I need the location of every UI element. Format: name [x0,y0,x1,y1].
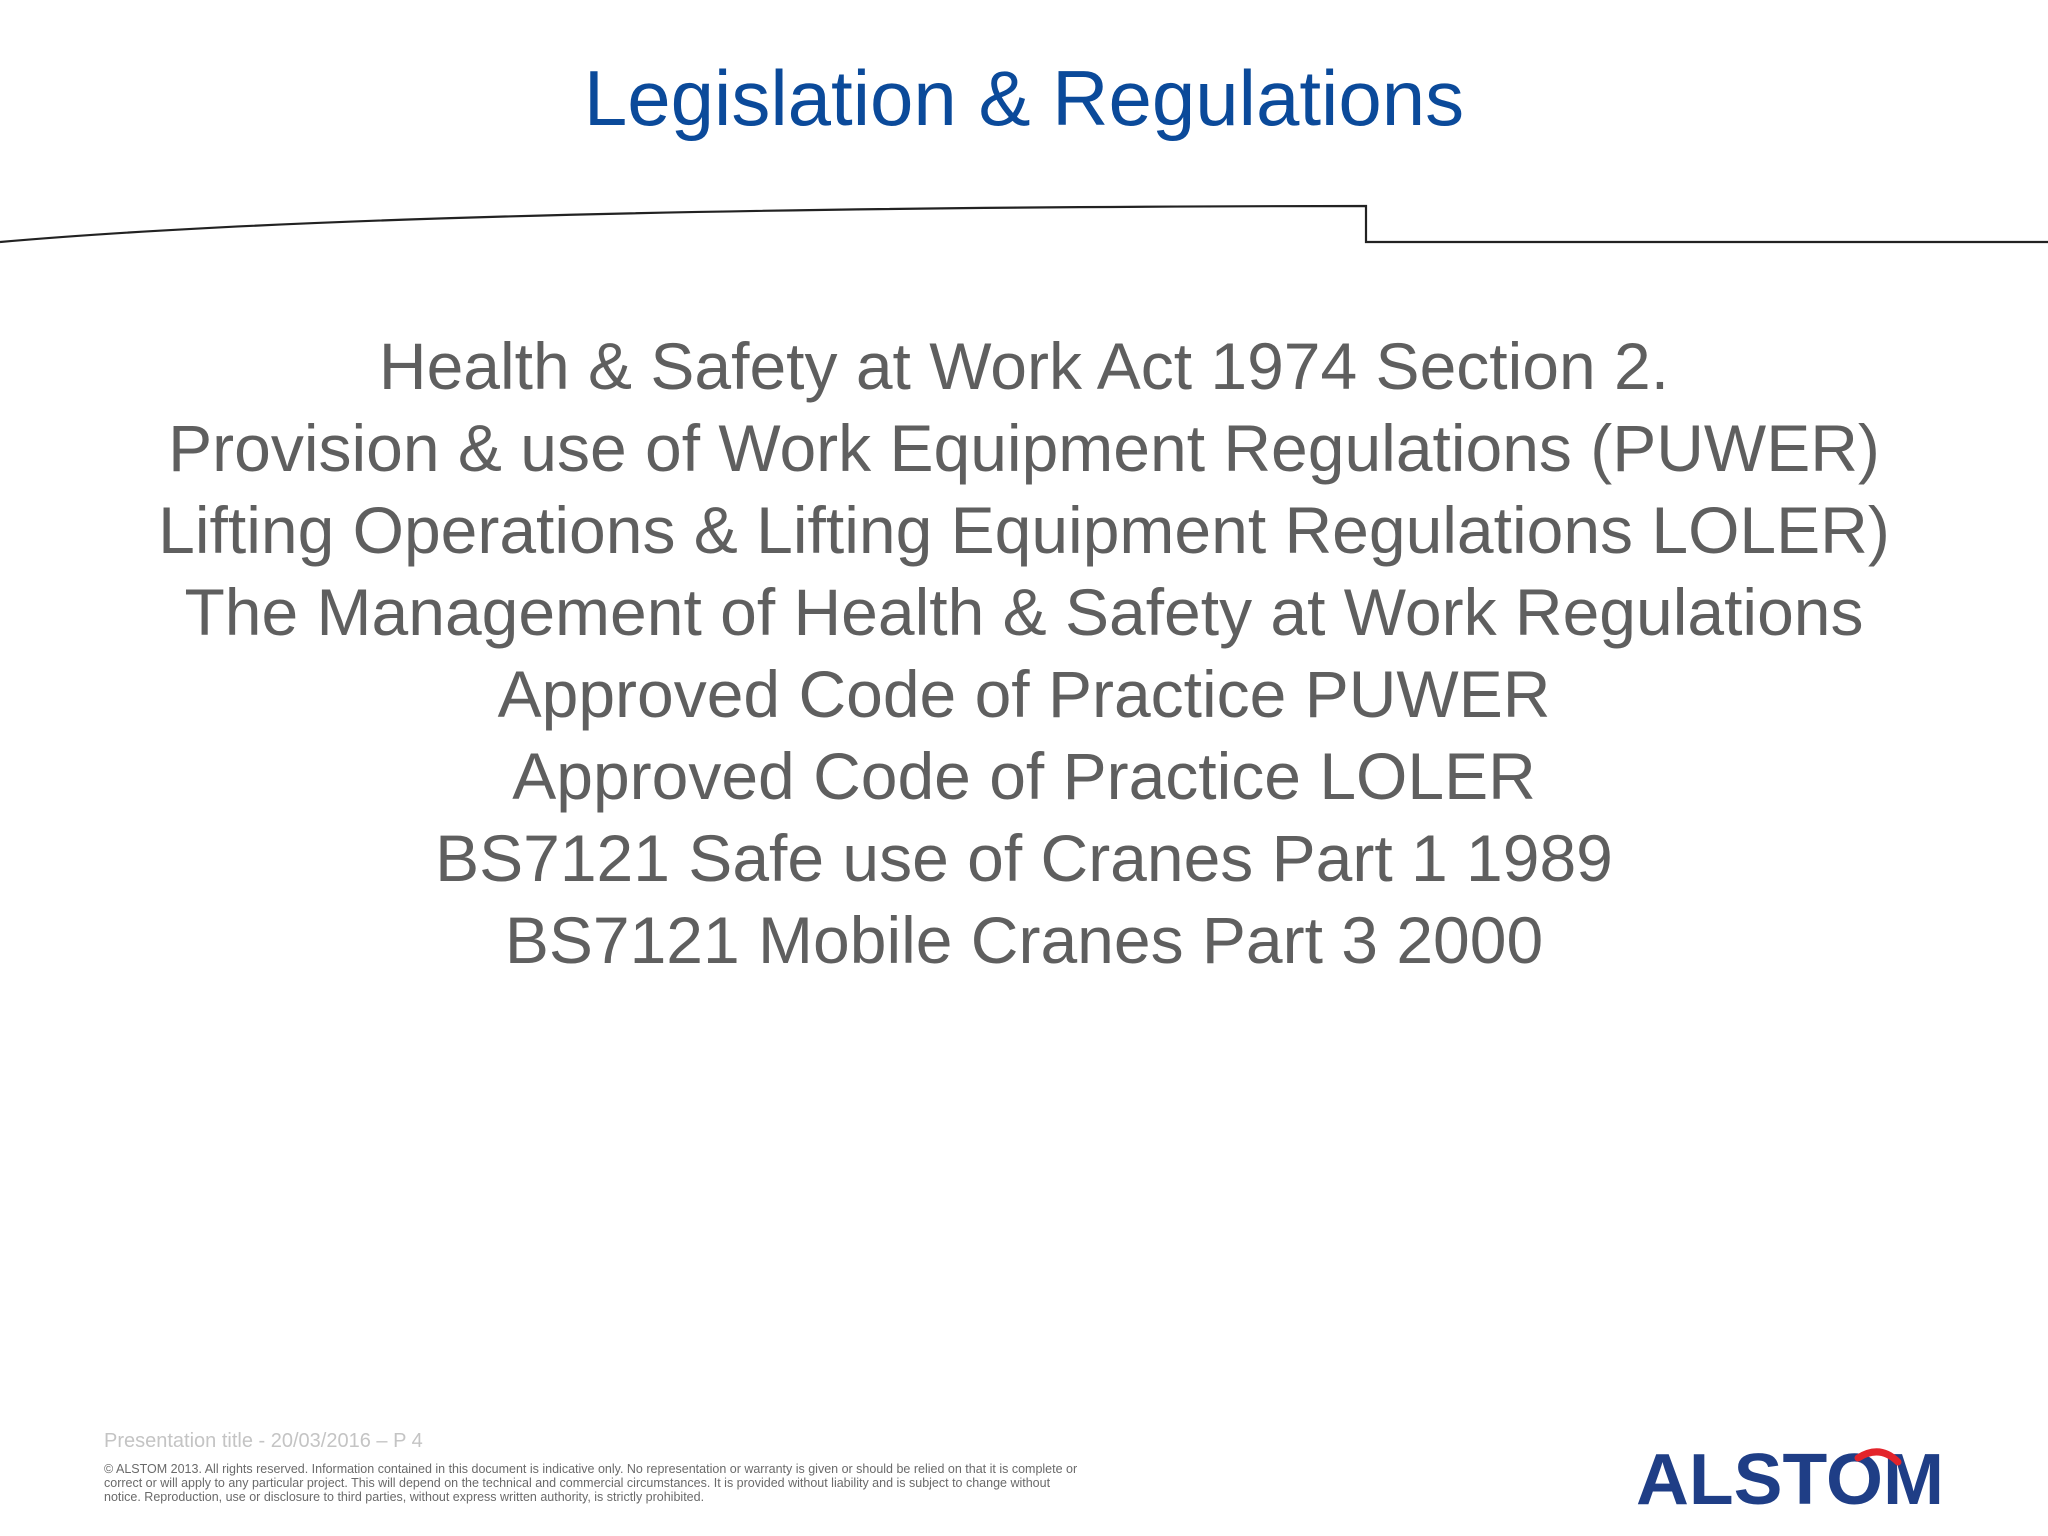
list-item: BS7121 Safe use of Cranes Part 1 1989 [435,821,1613,895]
footer-legal-notice: © ALSTOM 2013. All rights reserved. Information contained in this document is indicative only. No representation or warranty is given or should be relied on that it is complete or correct or will apply to any particular project. This will depend on the technical and commercial circumstances. It is provided without liability and is subject to change without notice. Reproduction, use or disclosure to third parties, without express written authority, is strictly prohibited. [104,1462,1078,1504]
header-divider [0,195,2048,255]
slide-title: Legislation & Regulations [583,54,1465,142]
list-item: Health & Safety at Work Act 1974 Section 2. [378,329,1670,403]
list-item: BS7121 Mobile Cranes Part 3 2000 [504,903,1544,977]
logo-text: ALSTOM [1636,1440,1944,1518]
alstom-logo [1636,1438,1948,1518]
list-item: Provision & use of Work Equipment Regulations (PUWER) [168,411,1880,485]
regulations-list [0,325,2048,981]
list-item: The Management of Health & Safety at Work Regulations [184,575,1864,649]
list-item: Approved Code of Practice LOLER [512,739,1536,813]
footer-presentation-title: Presentation title - 20/03/2016 – P 4 [104,1430,423,1452]
list-item: Approved Code of Practice PUWER [497,657,1551,731]
list-item: Lifting Operations & Lifting Equipment Regulations LOLER) [158,493,1890,567]
